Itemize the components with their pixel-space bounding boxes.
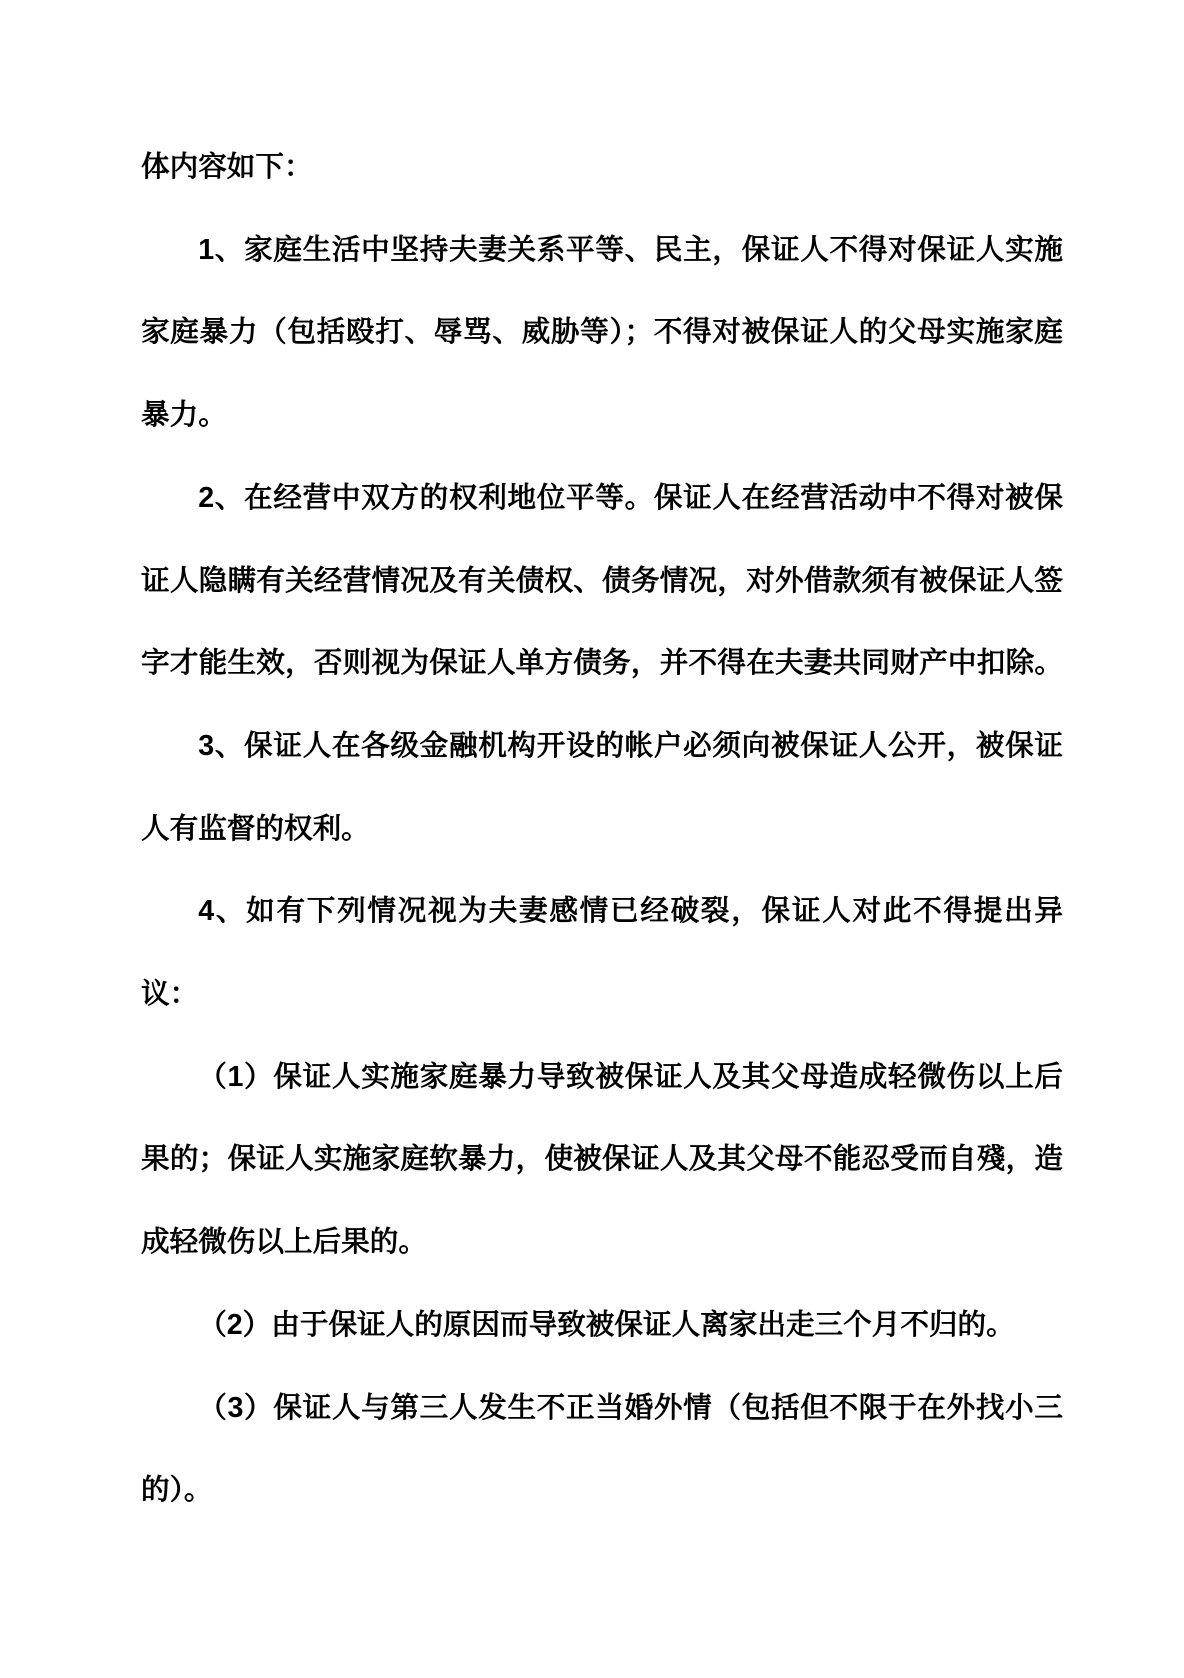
- subitem-3-line-2: 的）。: [141, 1474, 213, 1507]
- document-text-block: [141, 126, 1063, 1532]
- clause-1-line-1: 1、家庭生活中坚持夫妻关系平等、民主，保证人不得对保证人实施: [198, 233, 1063, 266]
- clause-2-line-1: 2、在经营中双方的权利地位平等。保证人在经营活动中不得对被保: [198, 481, 1063, 514]
- subitem-3-line-1: （3）保证人与第三人发生不正当婚外情（包括但不限于在外找小三: [198, 1391, 1063, 1424]
- subitem-1-line-3: 成轻微伤以上后果的。: [141, 1226, 427, 1259]
- subitem-2-line-1: （2）由于保证人的原因而导致被保证人离家出走三个月不归的。: [198, 1308, 1015, 1341]
- clause-4-line-2: 议：: [141, 978, 199, 1011]
- subitem-1-line-2: 果的；保证人实施家庭软暴力，使被保证人及其父母不能忍受而自殘，造: [141, 1143, 1063, 1176]
- clause-2-line-3: 字才能生效，否则视为保证人单方债务，并不得在夫妻共同财产中扣除。: [141, 647, 1063, 680]
- intro-line: 体内容如下：: [141, 151, 313, 183]
- clause-2-line-2: 证人隐瞒有关经营情况及有关债权、债务情况，对外借款须有被保证人签: [141, 564, 1063, 597]
- clause-4-line-1: 4、如有下列情况视为夫妻感情已经破裂，保证人对此不得提出异: [198, 895, 1063, 928]
- clause-1-line-3: 暴力。: [141, 399, 227, 432]
- clause-3-line-2: 人有监督的权利。: [141, 812, 370, 845]
- subitem-1-line-1: （1）保证人实施家庭暴力导致被保证人及其父母造成轻微伤以上后: [198, 1060, 1063, 1093]
- clause-3-line-1: 3、保证人在各级金融机构开设的帐户必须向被保证人公开，被保证: [198, 729, 1063, 762]
- clause-1-line-2: 家庭暴力（包括殴打、辱骂、威胁等）；不得对被保证人的父母实施家庭: [141, 316, 1063, 349]
